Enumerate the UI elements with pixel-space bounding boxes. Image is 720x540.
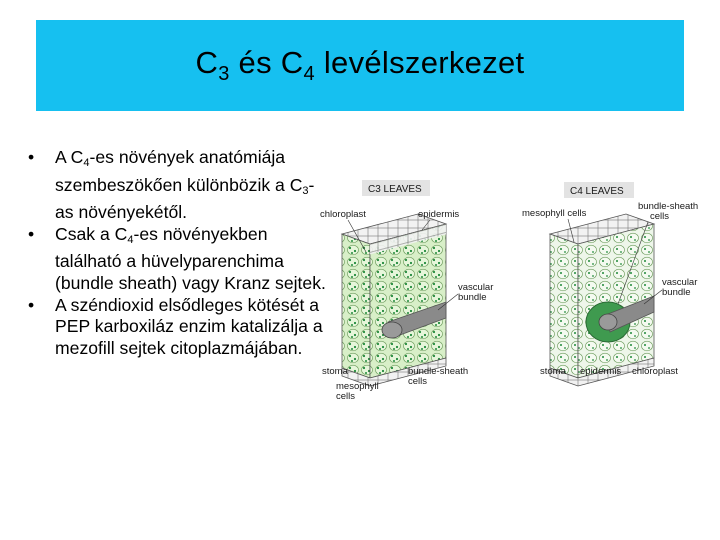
bullet-list: [28, 147, 328, 359]
title-bar: [36, 20, 684, 111]
c3-label-stoma: stoma: [322, 366, 348, 377]
c3-label-vascular: vascular: [458, 282, 494, 293]
c4-label-bundle-sheath-cells: cells: [650, 211, 670, 222]
c3-label-epidermis: epidermis: [418, 209, 460, 220]
c3-label-bundle-sheath: bundle-sheath: [408, 366, 469, 377]
slide-title: [196, 45, 525, 86]
bullet-item: • A $C_4-es$ növények anatómiája szembeszökően különbözik a $C_3-as$ növényekétől.: [28, 147, 328, 224]
c4-label-stoma: stoma: [540, 366, 566, 377]
c4-leaf-diagram: [550, 214, 654, 386]
c4-label-mesophyll-cells: mesophyll cells: [522, 208, 587, 219]
c4-label-chloroplast: chloroplast: [632, 366, 678, 377]
title-part: C: [195, 45, 219, 80]
c4-label-bundle: bundle: [662, 287, 691, 298]
c3-label-chloroplast: chloroplast: [320, 209, 366, 220]
c3-label-mesophyll-cells: cells: [336, 391, 356, 402]
c4-label-epidermis: epidermis: [580, 366, 622, 377]
bullet-item: • A széndioxid elsődleges kötését a PEP karboxiláz enzim katalizálja a mezofill sejtek citoplazmájában.: [28, 295, 328, 360]
title-part: és C: [229, 45, 304, 80]
c3-leaf-diagram: [342, 214, 446, 386]
bullet-item: • Csak a $C_4-es$ növényekben található a hüvelyparenchima (bundle sheath) vagy Kranz sejtek.: [28, 224, 328, 295]
title-part: levélszerkezet: [314, 45, 525, 80]
c3-label-bundle: bundle: [458, 292, 487, 303]
c4-header: C4 LEAVES: [570, 186, 624, 197]
c3-header: C3 LEAVES: [368, 184, 422, 195]
title-subscript: 3: [218, 63, 230, 85]
title-subscript: 4: [303, 63, 315, 85]
c4-label-bundle-sheath: bundle-sheath: [638, 201, 698, 212]
c3-label-bundle-sheath-cells: cells: [408, 376, 428, 387]
c3-label-mesophyll: mesophyll: [336, 381, 379, 392]
c4-label-vascular: vascular: [662, 277, 698, 288]
leaf-structure-figure: [318, 172, 698, 412]
